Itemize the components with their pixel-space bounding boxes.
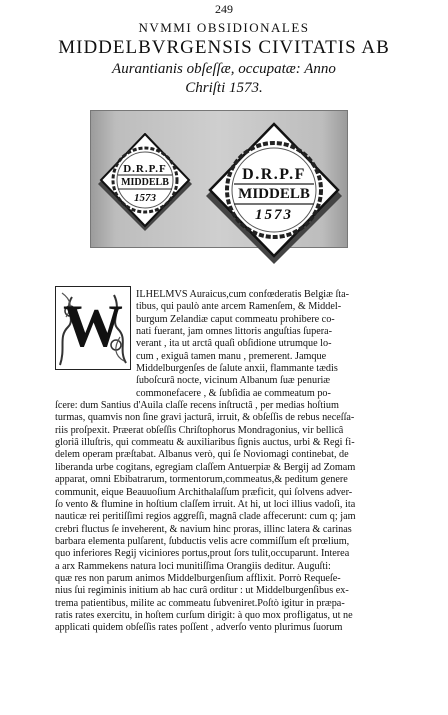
text-line: applicati quidem obſeſſis rates poſſent , adverſo vento plurimus ſuorum bbox=[55, 622, 343, 634]
title-line-2: MIDDELBVRGENSIS CIVITATIS AB bbox=[58, 37, 390, 58]
page-number: 249 bbox=[215, 2, 233, 16]
coin-small-year: 1573 bbox=[134, 192, 156, 204]
text-line: ILHELMVS Auraicus,cum confœderatis Belgiæ ſta- bbox=[136, 289, 350, 300]
text-line: tibus, qui paulò ante arcem Ramenſem, & Middel- bbox=[136, 301, 342, 313]
coin-large-city: MIDDELB bbox=[238, 186, 310, 202]
text-line: quæ res non parum animos Middelburgenſium afflixit. Porrò Requeſe- bbox=[55, 572, 341, 584]
text-line: communit, eique Beauuoſium Archithalaſſum præficit, qui ſolvens adver- bbox=[55, 486, 353, 498]
text-line: riis proſpexit. Præerat obſeſſis Chriſtophorus Mondragonius, vir bellicâ bbox=[55, 424, 344, 436]
drop-cap-letter: W bbox=[63, 293, 123, 359]
coin-large-year: 1573 bbox=[255, 207, 293, 223]
text-line: commonefacere , & ſubſidia ae commeatum po- bbox=[136, 387, 331, 399]
coin-small-city: MIDDELB bbox=[121, 177, 169, 188]
text-line: nius ſui regiminis initium ab hac curâ orditur : ut Middelburgenſibus ex- bbox=[55, 585, 349, 597]
text-line: liberanda urbe cogitans, egregiam claſſem Antuerpiæ & Bergij ad Zomam bbox=[55, 461, 356, 473]
text-line: cum , exiguâ tamen manu , premerent. Jamque bbox=[136, 350, 327, 362]
text-line: burgum Zelandiæ caput commeatu prohibere co- bbox=[136, 313, 335, 325]
text-line: turmas, quamvis non ſine gravi jacturâ, irruit, & obſeſſis de rebus neceſſa- bbox=[55, 412, 355, 424]
title-line-4: Chriſti 1573. bbox=[185, 80, 263, 96]
text-line: ſcere: dum Santius d'Auila claſſe recens inſtructâ , per medias hoſtium bbox=[55, 400, 339, 412]
text-line: ſo vento & flumine in hoſtium claſſem irruit. At hi, ut loci illius vadoſi, ita bbox=[55, 498, 356, 510]
text-line: ratis rates exercitu, in hoſtem curſum dirigit: à quo mox profligatus, ut ne bbox=[55, 609, 353, 621]
coin-large-initials: D.R.P.F bbox=[242, 166, 306, 183]
text-line: delem operam præſtabat. Albanus verò, qui ſe Noviomagi continebat, de bbox=[55, 449, 349, 461]
text-line: apparat, omni Ebibatrarum, tormentorum,commeatus,& peditum genere bbox=[55, 474, 348, 486]
text-line: quo inferiores Regij viciniores portus,prout ſors tulit,occuparunt. Interea bbox=[55, 548, 350, 560]
title-line-3: Aurantianis obſeſſæ, occupatæ: Anno bbox=[112, 61, 336, 77]
siege-coin-small bbox=[94, 133, 196, 235]
text-line: nati fuerant, jam omnes littoris anguſtias ſupera- bbox=[136, 326, 333, 338]
text-line: trema patientibus, milite ac commeatu ſubveniret.Poſtò igitur in præpa- bbox=[55, 597, 345, 609]
body-text bbox=[55, 289, 420, 635]
siege-coin-large bbox=[200, 122, 348, 270]
title-line-1: NVMMI OBSIDIONALES bbox=[138, 20, 310, 35]
text-line: gloriâ illuſtris, qui commeatu & auxiliaribus ſignis auctus, urbi & Regi fi- bbox=[55, 437, 355, 449]
text-line: barbara elementa pulſarent, ſubductis velis acre commiſſum eſt prœlium, bbox=[55, 535, 350, 547]
text-line: a arx Rammekens natura loci munitiſſima Orangiis deditur. Auguſti: bbox=[55, 560, 331, 572]
text-line: verant , ita ut arctâ quaſi obſidione utrumque lo- bbox=[136, 338, 332, 350]
text-line: crebri fluctus ſe inveherent, & navium hinc proras, illinc latera & carinas bbox=[55, 523, 352, 535]
coin-small-initials: D.R.P.F bbox=[123, 163, 167, 175]
text-line: Middelburgenſes de ſalute anxii, flammante tædis bbox=[136, 363, 338, 375]
text-line: ſuboſcurâ nocte, vicinum Albanum ſuæ penuriæ bbox=[136, 375, 331, 387]
text-line: nauticæ rei peritiſſimi regios aggreſſi, magnâ clade affecerunt: cum q; jam bbox=[55, 511, 356, 523]
